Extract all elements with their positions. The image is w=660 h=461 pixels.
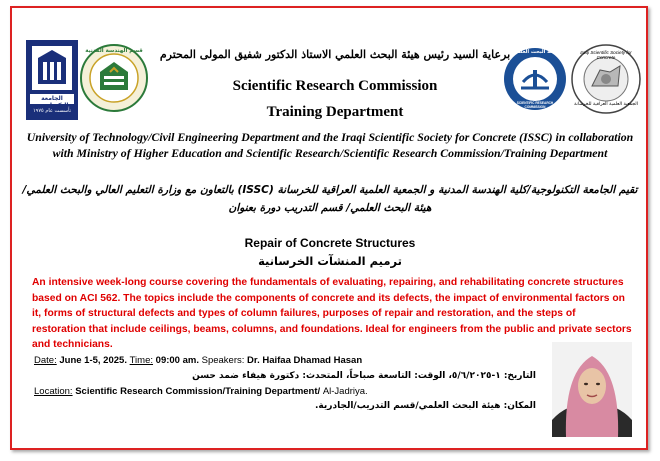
src-logo-english-text: SCIENTIFIC RESEARCH COMMISSION: [516, 101, 554, 109]
time-label: Time:: [129, 355, 154, 366]
arabic-date-line: التاريخ: ١-٥/٦/٢٠٢٥، الوقت: التاسعة صباحاً، المتحدث: دكتورة هيفاء ضمد حسن: [192, 371, 536, 381]
course-title-english: Repair of Concrete Structures: [244, 236, 416, 250]
date-time-speaker-line: [34, 355, 362, 366]
src-logo-arabic-text: هيئة البحث العلمي: [512, 49, 558, 55]
time-value: 09:00 am.: [155, 355, 199, 366]
speaker-photo: [552, 342, 632, 437]
location-line: [34, 386, 368, 397]
issc-logo-english-text: Iraqi Scientific Society for Concrete: [580, 50, 632, 60]
arabic-patronage-line: برعاية السيد رئيس هيئة البحث العلمي الاستاذ الدكتور شفيق المولى المحترم: [159, 48, 511, 61]
intro-english: University of Technology/Civil Engineering Department and the Iraqi Scientific Society for Concrete (ISSC) in collaboration with Ministry of Higher Education and Scientific Research/Scientific Research Commission/Training Department: [26, 130, 634, 160]
course-description: An intensive week-long course covering the fundamentals of evaluating, repairing, and rehabilitating concrete structures based on ACI 562. The topics include the components of concrete and its defects, the impact of environmental factors on it, forms of structural defects and types of column failures, purposes of repair and restoration, and the steps of restoration that include ceilings, beams, columns, and foundations. Ideal for engineers from the public and private sectors and technicians.: [32, 277, 632, 350]
issc-logo: [570, 42, 642, 116]
university-of-technology-logo: [26, 40, 78, 120]
uot-logo-year-text: تأسست عام ١٩٧٥: [32, 108, 71, 114]
civil-engineering-logo: [80, 42, 148, 114]
issc-logo-arabic-text: الجمعية العلمية العراقية للخرسانة: [574, 102, 638, 107]
speakers-value: Dr. Haifaa Dhamad Hasan: [247, 355, 363, 366]
department-heading: Training Department: [266, 104, 404, 120]
location-value: Scientific Research Commission/Training Department/: [75, 386, 321, 397]
uot-logo-arabic-text: الجامعة التكنولوجية: [35, 95, 69, 109]
course-title-arabic: ترميم المنشآت الخرسانية: [258, 254, 402, 268]
location-suffix: Al-Jadriya.: [322, 386, 368, 397]
commission-heading: Scientific Research Commission: [232, 78, 438, 94]
intro-arabic: تقيم الجامعة التكنولوجية/كلية الهندسة المدنية و الجمعية العلمية العراقية للخرسانة (ISSC) بالتعاون مع وزارة التعليم العالي والبحث العلمي/هيئة البحث العلمي/ قسم التدريب دورة بعنوان: [22, 184, 638, 214]
speakers-label: Speakers:: [201, 355, 245, 366]
location-label: Location:: [34, 386, 73, 397]
arabic-location-line: المكان: هيئة البحث العلمي/قسم التدريب/الجادرية.: [315, 401, 536, 411]
date-value: June 1-5, 2025.: [59, 355, 127, 366]
date-label: Date:: [34, 355, 57, 366]
civil-logo-arabic-text: قسم الهندسة المدنية: [85, 48, 143, 54]
